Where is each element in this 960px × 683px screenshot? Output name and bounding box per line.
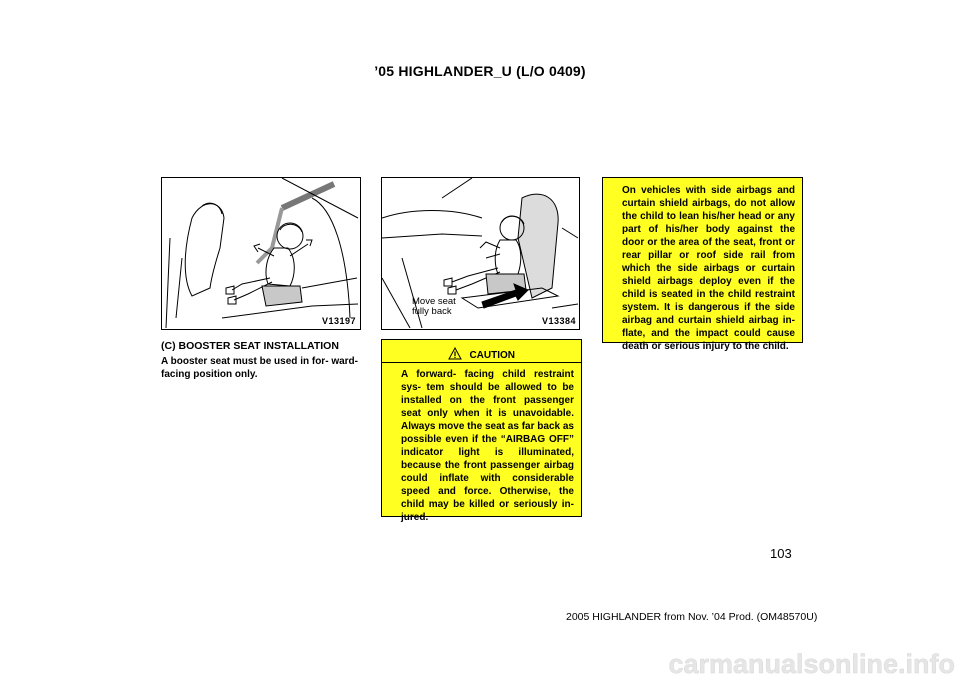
move-seat-illustration <box>381 177 580 330</box>
callout-move-seat <box>412 297 456 317</box>
section-body: A booster seat must be used in for- ward- facing position only. <box>161 356 358 380</box>
callout-line-2: fully back <box>412 306 452 317</box>
figure-code-left: V13197 <box>322 316 357 326</box>
page-number: 103 <box>770 546 792 561</box>
caution-box <box>381 339 582 523</box>
booster-seat-drawing <box>162 178 360 329</box>
caution-title: CAUTION <box>469 350 515 361</box>
caution-header <box>382 345 581 363</box>
section-title: (C) BOOSTER SEAT INSTALLATION <box>161 340 339 352</box>
document-footer: 2005 HIGHLANDER from Nov. ’04 Prod. (OM48570U) <box>566 611 818 623</box>
caution-item-text: A forward- facing child restraint sys- tem should be allowed to be installed on the front passenger seat only when it is unavoidable. Always move the seat as far back as possible even if the “AIRBAG OFF” indicator light is illuminated, because the front passenger airbag could inflate with considerable speed and force. Otherwise, the child may be killed or seriously in- jured. <box>401 369 574 523</box>
callout-line-1: Move seat <box>412 296 456 307</box>
watermark-text-graphic <box>0 648 960 678</box>
warning-list <box>611 184 795 353</box>
watermark-text: carmanualsonline.info <box>668 649 955 678</box>
caution-item <box>390 368 574 524</box>
figure-code-middle: V13384 <box>542 316 577 326</box>
watermark <box>0 648 960 678</box>
warning-item <box>611 184 795 353</box>
caution-list <box>390 368 574 524</box>
warning-triangle-icon <box>448 347 462 360</box>
booster-seat-illustration <box>161 177 361 330</box>
document-header: ’05 HIGHLANDER_U (L/O 0409) <box>374 63 586 79</box>
side-airbag-warning-box <box>602 177 803 352</box>
warning-item-text: On vehicles with side airbags and curtain shield airbags, do not allow the child to lean his/her head or any part of his/her body against the door or the area of the seat, front or rear pillar or roof side rail from which the side airbags or curtain shield airbags deploy even if the child is seated in the child restraint system. It is dangerous if the side airbag and curtain shield airbag in- flate, and the impact could cause death or serious injury to the child. <box>622 185 795 352</box>
caution-divider <box>382 362 581 363</box>
